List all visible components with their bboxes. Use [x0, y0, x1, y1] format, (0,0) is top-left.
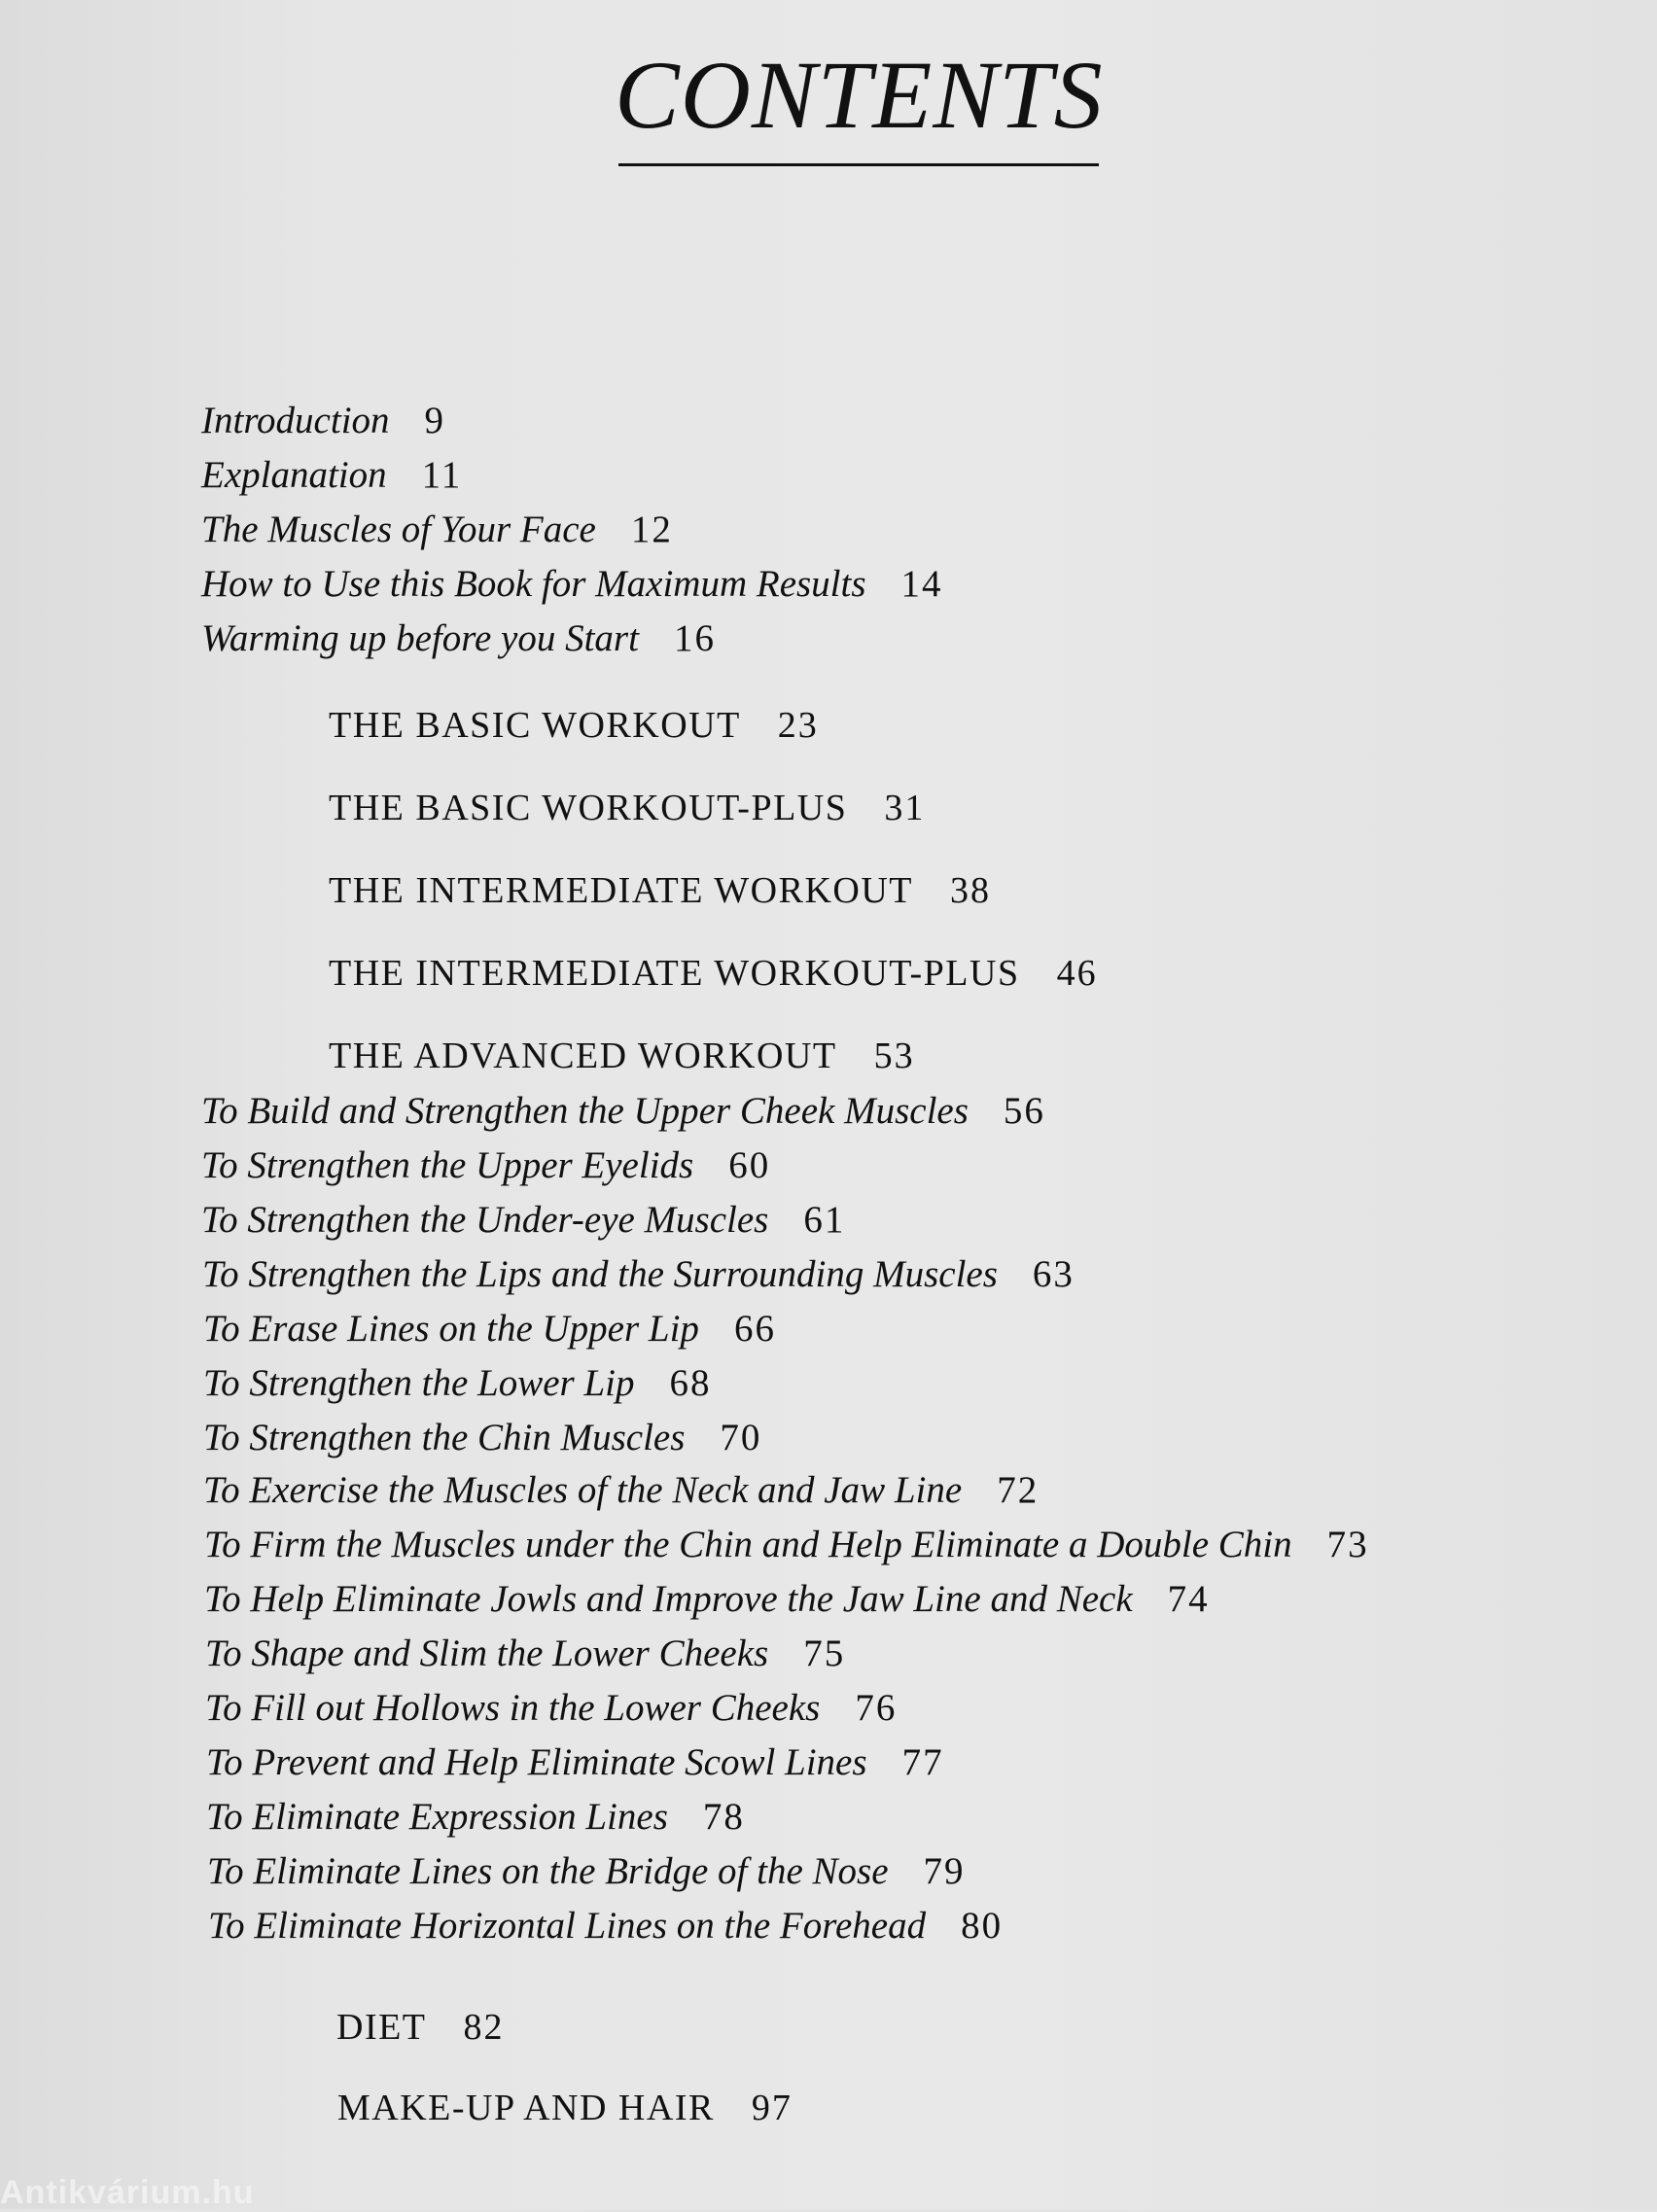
toc-entry [203, 1307, 776, 1352]
toc-entry-title: To Erase Lines on the Upper Lip [203, 1308, 699, 1350]
toc-entry-page-number: 53 [873, 1036, 915, 1076]
toc-entry-page-number: 72 [997, 1469, 1040, 1511]
toc-entry-title: Warming up before you Start [201, 617, 639, 659]
toc-entry [201, 616, 716, 661]
toc-entry-title: To Eliminate Expression Lines [206, 1796, 668, 1838]
toc-entry [201, 1089, 1045, 1134]
toc-entry-page-number: 82 [463, 2007, 505, 2048]
toc-entry-title: To Build and Strengthen the Upper Cheek Muscles [201, 1090, 969, 1132]
toc-entry [205, 1632, 845, 1676]
toc-entry-title: To Eliminate Lines on the Bridge of the Nose [207, 1850, 889, 1892]
toc-entry-page-number: 46 [1056, 953, 1098, 994]
toc-entry-title: To Shape and Slim the Lower Cheeks [205, 1633, 769, 1674]
toc-entry-title: THE ADVANCED WORKOUT [329, 1036, 837, 1076]
toc-entry-title: To Strengthen the Under-eye Muscles [201, 1199, 769, 1241]
toc-entry [201, 508, 673, 552]
toc-entry [204, 1523, 1369, 1567]
toc-entry-page-number: 23 [777, 705, 819, 746]
toc-entry [201, 453, 462, 498]
toc-entry-title: To Strengthen the Lower Lip [203, 1362, 635, 1404]
toc-entry-title: To Fill out Hollows in the Lower Cheeks [205, 1687, 821, 1729]
toc-entry [329, 951, 1098, 996]
toc-entry [202, 1252, 1075, 1297]
toc-entry-page-number: 78 [702, 1796, 745, 1838]
toc-entry [203, 1361, 712, 1406]
watermark: Antikvárium.hu [0, 2174, 255, 2211]
toc-entry-page-number: 68 [669, 1362, 712, 1404]
toc-entry-title: To Eliminate Horizontal Lines on the Forehead [208, 1905, 927, 1947]
toc-entry-page-number: 11 [421, 454, 463, 496]
toc-entry-page-number: 74 [1167, 1578, 1210, 1620]
toc-entry-page-number: 73 [1326, 1524, 1369, 1565]
toc-entry-title: THE BASIC WORKOUT-PLUS [329, 788, 848, 828]
toc-entry-title: To Strengthen the Lips and the Surrounding Muscles [202, 1253, 998, 1295]
toc-entry-page-number: 56 [1003, 1090, 1045, 1132]
toc-entry-page-number: 97 [751, 2088, 793, 2128]
title-underline [618, 163, 1099, 166]
toc-entry-page-number: 9 [424, 400, 446, 441]
toc-entry-page-number: 38 [950, 870, 991, 911]
toc-entry [205, 1686, 897, 1731]
toc-entry-page-number: 61 [803, 1199, 846, 1241]
toc-entry-title: To Prevent and Help Eliminate Scowl Lines [206, 1741, 867, 1783]
toc-entry-page-number: 60 [728, 1144, 771, 1186]
toc-entry-page-number: 75 [803, 1633, 846, 1674]
toc-entry-title: To Exercise the Muscles of the Neck and Jaw Line [203, 1469, 963, 1511]
toc-entry-page-number: 31 [884, 788, 926, 828]
toc-entry-page-number: 79 [923, 1850, 966, 1892]
toc-entry [206, 1740, 944, 1785]
toc-entry-page-number: 12 [630, 509, 673, 550]
page-title: CONTENTS [615, 41, 1104, 149]
toc-entry-title: How to Use this Book for Maximum Results [201, 563, 866, 605]
toc-entry [207, 1849, 966, 1894]
toc-entry [201, 1143, 770, 1188]
toc-entry-page-number: 77 [901, 1741, 944, 1783]
toc-entry [206, 1795, 745, 1840]
toc-entry [203, 1468, 1039, 1513]
toc-entry [329, 868, 991, 913]
toc-entry [201, 399, 445, 443]
toc-entry-title: To Strengthen the Upper Eyelids [201, 1144, 694, 1186]
toc-entry-page-number: 66 [733, 1308, 776, 1350]
toc-entry-title: THE INTERMEDIATE WORKOUT-PLUS [329, 953, 1020, 994]
toc-entry [201, 562, 943, 607]
toc-entry-page-number: 16 [673, 617, 716, 659]
toc-entry-page-number: 70 [720, 1417, 762, 1458]
toc-entry-title: To Help Eliminate Jowls and Improve the Jaw Line and Neck [204, 1578, 1133, 1620]
toc-entry-title: To Strengthen the Chin Muscles [203, 1417, 686, 1458]
toc-entry [204, 1577, 1210, 1622]
toc-entry [336, 2005, 505, 2050]
toc-entry [203, 1416, 761, 1460]
toc-entry [208, 1904, 1003, 1949]
toc-entry-title: The Muscles of Your Face [201, 509, 596, 550]
toc-entry-title: THE INTERMEDIATE WORKOUT [329, 870, 913, 911]
toc-entry-title: MAKE-UP AND HAIR [337, 2088, 715, 2128]
toc-entry-title: To Firm the Muscles under the Chin and Help Eliminate a Double Chin [204, 1524, 1292, 1565]
toc-entry-page-number: 76 [855, 1687, 898, 1729]
toc-entry [329, 703, 819, 748]
toc-entry-title: Explanation [201, 454, 387, 496]
toc-entry-page-number: 63 [1032, 1253, 1075, 1295]
toc-entry [337, 2086, 793, 2130]
toc-entry [329, 786, 925, 830]
toc-entry-title: DIET [336, 2007, 427, 2048]
toc-entry-page-number: 80 [961, 1905, 1004, 1947]
toc-entry-title: Introduction [201, 400, 390, 441]
toc-entry [201, 1198, 845, 1243]
toc-entry [329, 1034, 915, 1078]
toc-entry-title: THE BASIC WORKOUT [329, 705, 741, 746]
toc-entry-page-number: 14 [900, 563, 943, 605]
